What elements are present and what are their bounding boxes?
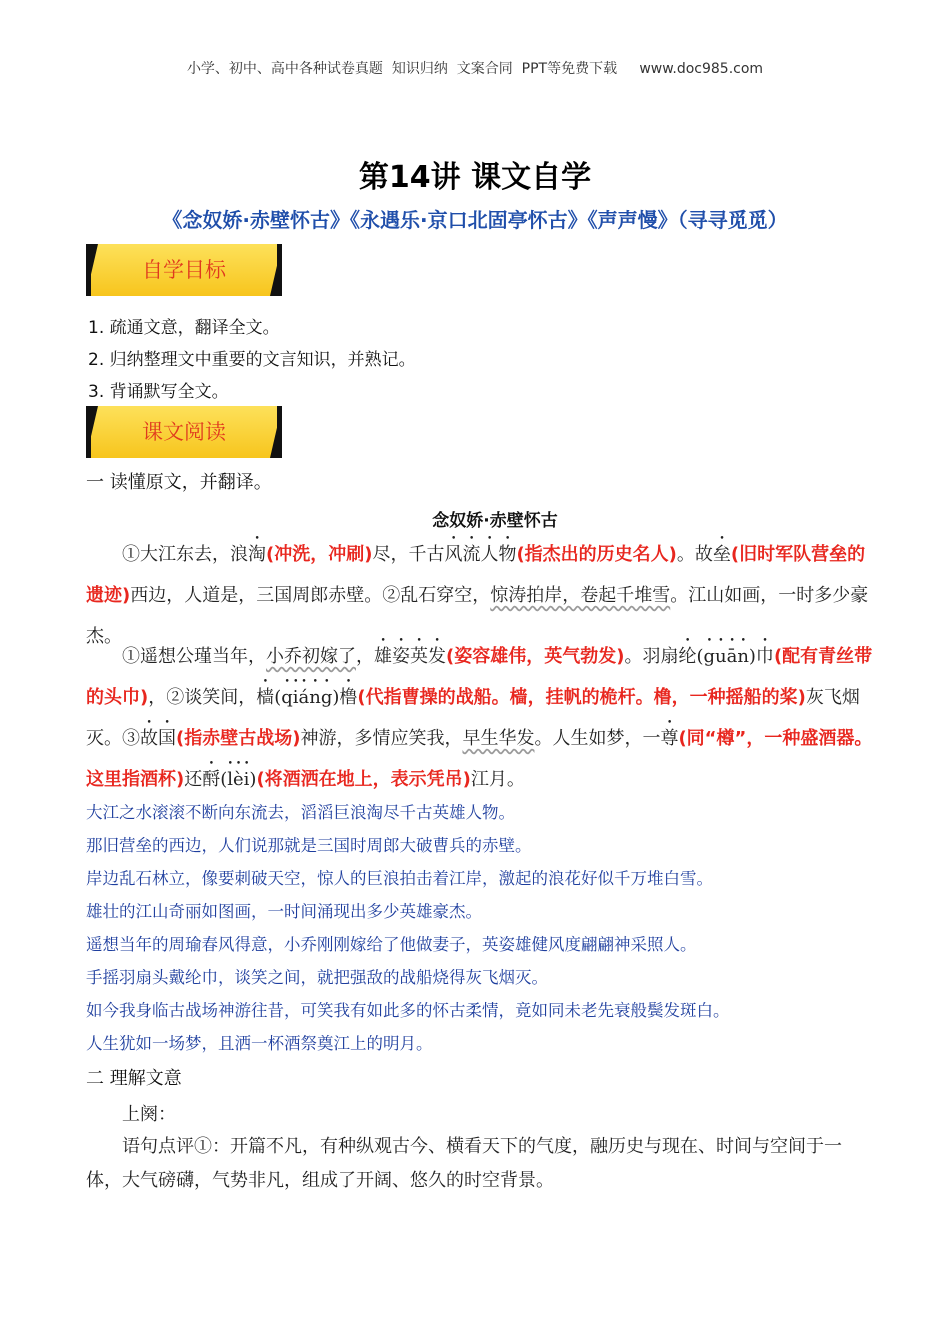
poem-text: 神游，多情应笑我， xyxy=(300,728,463,749)
poem-text-key: 风流人物 xyxy=(444,544,517,565)
poem-text-key: 樯(qiáng)橹 xyxy=(256,687,358,708)
translation-line: 人生犹如一场梦，且洒一杯酒祭奠江上的明月。 xyxy=(86,1034,433,1053)
annotation-note: (指赤壁古战场) xyxy=(176,728,301,749)
poem-stanza-2 xyxy=(86,636,876,800)
poem-title: 念奴娇·赤壁怀古 xyxy=(432,511,558,531)
poem-text-key: 尊 xyxy=(660,728,679,749)
poem-text: 还 xyxy=(184,769,203,790)
annotation-note: (姿容雄伟，英气勃发) xyxy=(446,646,625,667)
poem-text-underlined: 小乔初嫁了 xyxy=(266,646,356,667)
translation-line: 遥想当年的周瑜春风得意，小乔刚刚嫁给了他做妻子，英姿雄健风度翩翩神采照人。 xyxy=(86,935,697,954)
poem-text: 西边， xyxy=(130,585,185,606)
annotation-note: (冲洗，冲刷) xyxy=(266,544,373,565)
translation-list xyxy=(86,796,886,1060)
translation-line: 岸边乱石林立，像要刺破天空，惊人的巨浪拍击着江岸，激起的浪花好似千万堆白雪。 xyxy=(86,869,713,888)
translation-line: 如今我身临古战场神游往昔，可笑我有如此多的怀古柔情，竟如同未老先衰般鬓发斑白。 xyxy=(86,1001,730,1020)
lesson-title: 第14讲 课文自学 xyxy=(358,160,592,195)
poem-text-underlined: 惊涛拍岸，卷起千堆雪 xyxy=(490,585,671,606)
annotation-note: (旧时军队营垒的遗迹) xyxy=(86,544,866,606)
poem-text: 江月。 xyxy=(470,769,525,790)
poem-text-key: 淘 xyxy=(248,544,266,565)
goals-list xyxy=(88,312,888,408)
translation-line: 那旧营垒的西边，人们说那就是三国时周郎大破曹兵的赤壁。 xyxy=(86,836,532,855)
goals-banner-label: 自学目标 xyxy=(142,258,226,282)
poem-text: 。羽扇 xyxy=(624,646,679,667)
poem-text: 。江山如画，一时多少豪杰。 xyxy=(86,585,869,647)
annotation-note: (指杰出的历史名人) xyxy=(516,544,677,565)
annotation-note: (同“樽”，一种盛酒器。这里指酒杯) xyxy=(86,728,873,790)
poem-text-key: 垒 xyxy=(712,544,731,565)
poem-text: ①大江东去，浪 xyxy=(122,544,248,565)
poem-text: 。②乱石穿空， xyxy=(364,585,491,606)
poem-text-underlined: 早生华发 xyxy=(462,728,535,749)
comment-paragraph: 语句点评①：开篇不凡，有种纵观古今、横看天下的气度，融历史与现在、时间与空间于一体，大气磅礴，气势非凡，组成了开阔、悠久的时空背景。 xyxy=(86,1136,842,1191)
translation-line: 雄壮的江山奇丽如图画，一时间涌现出多少英雄豪杰。 xyxy=(86,902,482,921)
annotation-note: (配有青丝带的头巾) xyxy=(86,646,873,708)
poem-text: 。故 xyxy=(676,544,713,565)
translation-line: 手摇羽扇头戴纶巾，谈笑之间，就把强敌的战船烧得灰飞烟灭。 xyxy=(86,968,548,987)
list-item: 3. 背诵默写全文。 xyxy=(88,382,229,402)
poem-text: 灰飞烟灭。③ xyxy=(86,687,860,749)
annotation-note: (将酒洒在地上，表示凭吊) xyxy=(256,769,471,790)
part-label: 上阕： xyxy=(122,1104,176,1125)
poem-text-key: 酹(lèi) xyxy=(202,769,257,790)
lesson-subtitle: 《念奴娇·赤壁怀古》《永遇乐·京口北固亭怀古》《声声慢》（寻寻觅觅） xyxy=(162,208,788,232)
poem-text-key: 雄姿英发 xyxy=(374,646,446,667)
poem-text: ，②谈笑间， xyxy=(148,687,257,708)
poem-text-key: 故国 xyxy=(140,728,176,749)
poem-text: ， xyxy=(356,646,374,667)
list-item: 1. 疏通文意，翻译全文。 xyxy=(88,318,280,338)
section-heading-understand: 二 理解文意 xyxy=(86,1068,182,1089)
translation-line: 大江之水滚滚不断向东流去，滔滔巨浪淘尽千古英雄人物。 xyxy=(86,803,515,822)
reading-banner-label: 课文阅读 xyxy=(142,420,226,444)
annotation-note: (代指曹操的战船。樯，挂帆的桅杆。橹，一种摇船的桨) xyxy=(357,687,806,708)
list-item: 2. 归纳整理文中重要的文言知识，并熟记。 xyxy=(88,350,416,370)
site-header-text: 小学、初中、高中各种试卷真题 知识归纳 文案合同 PPT等免费下载 www.doc985.com xyxy=(186,61,764,77)
poem-text: 尽，千古 xyxy=(372,544,445,565)
poem-text: 。人生如梦，一 xyxy=(534,728,661,749)
poem-text: 人道是，三国周郎赤壁 xyxy=(184,585,365,606)
poem-text-key: 纶(guān)巾 xyxy=(678,646,774,667)
section-heading-read: 一 读懂原文，并翻译。 xyxy=(86,472,272,493)
goals-banner xyxy=(86,244,282,296)
reading-banner xyxy=(86,406,282,458)
poem-text: ①遥想公瑾当年， xyxy=(122,646,266,667)
